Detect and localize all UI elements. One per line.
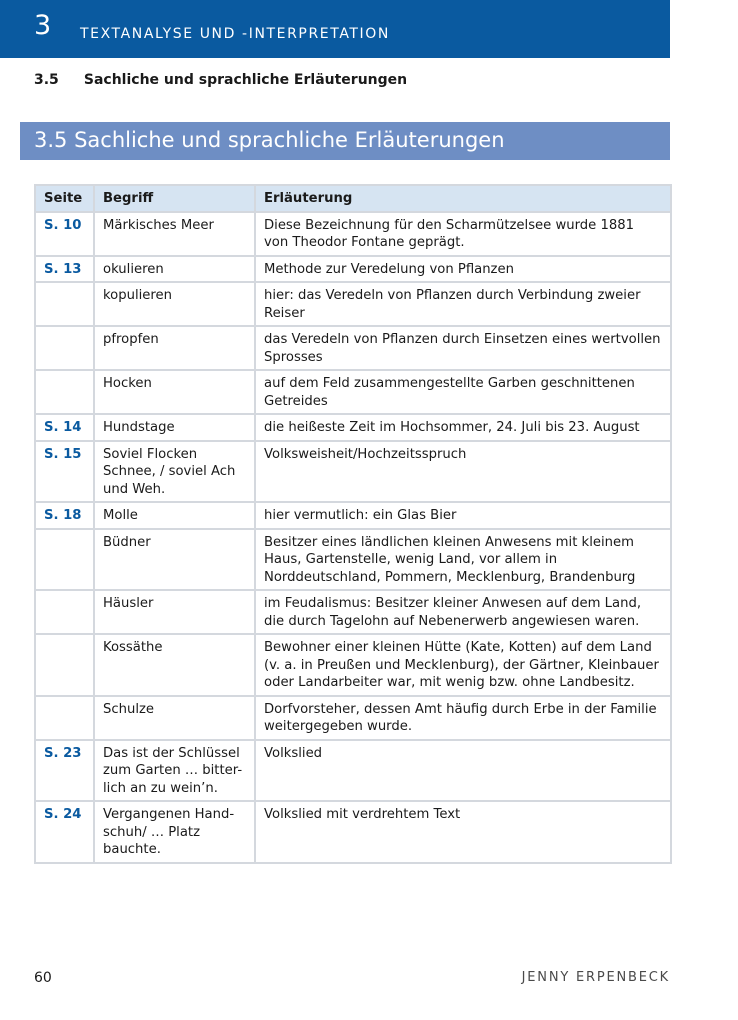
table-row bbox=[35, 256, 671, 283]
table-row bbox=[35, 502, 671, 529]
explanation-cell: Methode zur Veredelung von Pflanzen bbox=[255, 256, 671, 283]
chapter-title: TEXTANALYSE UND -INTERPRETATION bbox=[80, 26, 390, 42]
subsection-title: Sachliche und sprachliche Erläuterungen bbox=[83, 72, 408, 88]
table-row bbox=[35, 801, 671, 863]
term-cell: Büdner bbox=[94, 529, 255, 591]
term-cell: okulieren bbox=[94, 256, 255, 283]
page-cell: S. 10 bbox=[35, 212, 94, 256]
page-cell bbox=[35, 529, 94, 591]
term-cell: pfropfen bbox=[94, 326, 255, 370]
explanation-cell: Diese Bezeichnung für den Scharmützelsee wurde 1881 von Theodor Fontane geprägt. bbox=[255, 212, 671, 256]
header-erlaeuterung: Erläuterung bbox=[255, 185, 671, 212]
glossary-table bbox=[34, 184, 672, 864]
subsection-number: 3.5 bbox=[34, 72, 59, 88]
explanation-cell: hier: das Veredeln von Pflanzen durch Verbindung zweier Reiser bbox=[255, 282, 671, 326]
explanation-cell: hier vermutlich: ein Glas Bier bbox=[255, 502, 671, 529]
table-row bbox=[35, 634, 671, 696]
explanation-cell: Volkslied bbox=[255, 740, 671, 802]
page-cell bbox=[35, 634, 94, 696]
page-cell bbox=[35, 590, 94, 634]
table-row bbox=[35, 282, 671, 326]
page-cell: S. 15 bbox=[35, 441, 94, 503]
term-cell: Kossäthe bbox=[94, 634, 255, 696]
running-subhead bbox=[34, 72, 407, 88]
explanation-cell: Volksweisheit/Hochzeitsspruch bbox=[255, 441, 671, 503]
term-cell: Hocken bbox=[94, 370, 255, 414]
chapter-number: 3 bbox=[34, 10, 52, 41]
term-cell: Hundstage bbox=[94, 414, 255, 441]
page-cell bbox=[35, 282, 94, 326]
table-row bbox=[35, 212, 671, 256]
table-row bbox=[35, 414, 671, 441]
explanation-cell: Dorfvorsteher, dessen Amt häufig durch Erbe in der Familie weitergegeben wurde. bbox=[255, 696, 671, 740]
explanation-cell: Bewohner einer kleinen Hütte (Kate, Kotten) auf dem Land (v. a. in Preußen und Mecklenburg), der Gärtner, Kleinbauer oder Landarbeiter war, mit wenig bzw. ohne Landbesitz. bbox=[255, 634, 671, 696]
term-cell: kopulieren bbox=[94, 282, 255, 326]
term-cell: Märkisches Meer bbox=[94, 212, 255, 256]
table-row bbox=[35, 529, 671, 591]
page-cell: S. 13 bbox=[35, 256, 94, 283]
explanation-cell: die heißeste Zeit im Hochsommer, 24. Juli bis 23. August bbox=[255, 414, 671, 441]
table-row bbox=[35, 441, 671, 503]
term-cell: Soviel Flocken Schnee, / soviel Ach und Weh. bbox=[94, 441, 255, 503]
table-body bbox=[35, 212, 671, 863]
explanation-cell: das Veredeln von Pflanzen durch Einsetzen eines wertvollen Sprosses bbox=[255, 326, 671, 370]
table-row bbox=[35, 590, 671, 634]
section-title: 3.5 Sachliche und sprachliche Erläuterungen bbox=[34, 128, 505, 152]
table-header-row bbox=[35, 185, 671, 212]
page-cell: S. 18 bbox=[35, 502, 94, 529]
section-banner bbox=[20, 122, 670, 160]
table-row bbox=[35, 696, 671, 740]
header-seite: Seite bbox=[35, 185, 94, 212]
header-begriff: Begriff bbox=[94, 185, 255, 212]
page-cell bbox=[35, 326, 94, 370]
page-cell bbox=[35, 696, 94, 740]
table-row bbox=[35, 370, 671, 414]
term-cell: Vergangenen Hand-schuh/ … Platz bauchte. bbox=[94, 801, 255, 863]
page-cell: S. 14 bbox=[35, 414, 94, 441]
explanation-cell: Volkslied mit verdrehtem Text bbox=[255, 801, 671, 863]
page-cell: S. 24 bbox=[35, 801, 94, 863]
table-row bbox=[35, 740, 671, 802]
running-footer-author: JENNY ERPENBECK bbox=[521, 970, 670, 985]
table-row bbox=[35, 326, 671, 370]
term-cell: Das ist der Schlüssel zum Garten … bitter-lich an zu wein’n. bbox=[94, 740, 255, 802]
page-number: 60 bbox=[34, 970, 52, 986]
chapter-header-bar bbox=[0, 0, 670, 58]
page-cell: S. 23 bbox=[35, 740, 94, 802]
term-cell: Molle bbox=[94, 502, 255, 529]
explanation-cell: im Feudalismus: Besitzer kleiner Anwesen auf dem Land, die durch Tagelohn auf Nebenerwerb angewiesen waren. bbox=[255, 590, 671, 634]
term-cell: Häusler bbox=[94, 590, 255, 634]
explanation-cell: auf dem Feld zusammengestellte Garben geschnittenen Getreides bbox=[255, 370, 671, 414]
explanation-cell: Besitzer eines ländlichen kleinen Anwesens mit kleinem Haus, Gartenstelle, wenig Land, vor allem in Norddeutschland, Pommern, Mecklenburg, Brandenburg bbox=[255, 529, 671, 591]
page-cell bbox=[35, 370, 94, 414]
term-cell: Schulze bbox=[94, 696, 255, 740]
